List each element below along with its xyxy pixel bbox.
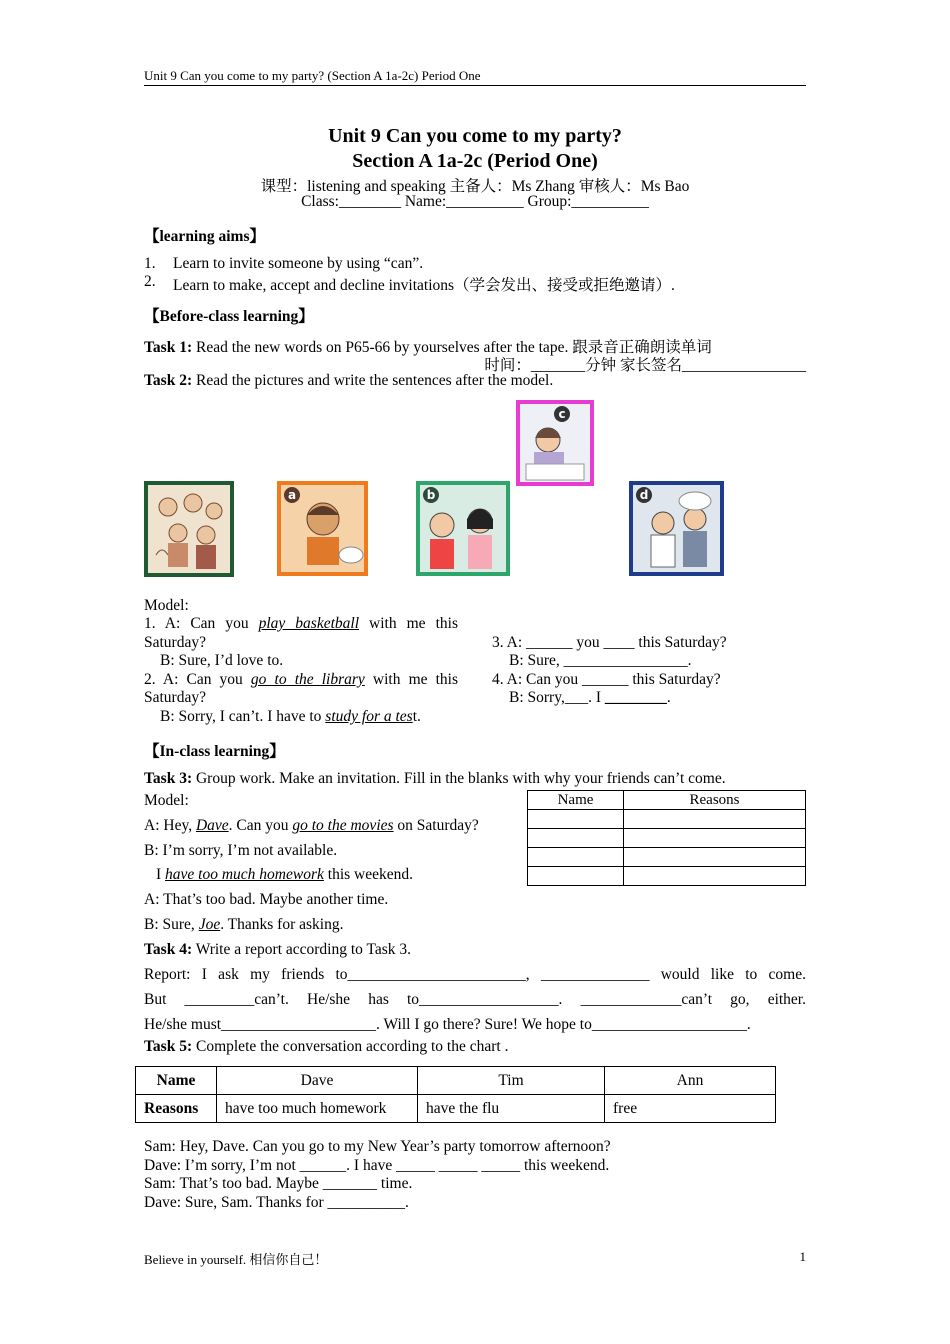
in-class-heading: 【In-class learning】	[144, 743, 285, 760]
dialog-line-2: B: I’m sorry, I’m not available.	[144, 842, 338, 859]
table-cell[interactable]	[528, 867, 624, 886]
model-text: B: Sorry, I can’t. I have to	[160, 708, 326, 725]
footer-motto: Believe in yourself. 相信你自己！	[144, 1252, 328, 1267]
before-class-heading: 【Before-class learning】	[144, 308, 314, 325]
table-cell[interactable]	[624, 848, 806, 867]
student-info-line: Class:________ Name:__________ Group:__________	[301, 193, 649, 210]
exercise-3-question: 3. A: ______ you ____ this Saturday?	[492, 634, 727, 651]
task3	[144, 770, 726, 788]
task2	[144, 372, 553, 390]
table-row	[136, 1067, 776, 1095]
table-cell: Reasons	[136, 1095, 217, 1123]
dialog-line-5	[144, 916, 343, 934]
page-number: 1	[799, 1249, 806, 1264]
dialog-text: B: Sure,	[144, 916, 199, 933]
aim-number: 1.	[144, 255, 156, 272]
task5-label: Task 5:	[144, 1038, 193, 1055]
dialog-text: . Can you	[228, 817, 293, 834]
table-cell: have the flu	[418, 1095, 605, 1123]
conversation-line: Dave: Sure, Sam. Thanks for __________.	[144, 1194, 409, 1211]
picture-label: d	[636, 487, 652, 503]
boy-and-girl-talking-icon	[416, 481, 510, 576]
model-label: Model:	[144, 597, 189, 614]
table-cell[interactable]	[528, 848, 624, 867]
aims-heading: 【learning aims】	[144, 228, 265, 245]
table-cell[interactable]	[624, 867, 806, 886]
task2-label: Task 2:	[144, 372, 193, 389]
aim-item-2	[144, 273, 675, 294]
doctor-visit-icon	[629, 481, 724, 576]
page-title: Unit 9 Can you come to my party?	[328, 125, 622, 147]
dialog-text: A: Hey,	[144, 817, 196, 834]
task4	[144, 941, 411, 959]
conversation-line: Sam: That’s too bad. Maybe _______ time.	[144, 1175, 413, 1192]
model-text: 1. A: Can you	[144, 615, 259, 632]
table-cell: Tim	[418, 1067, 605, 1095]
task5-text: Complete the conversation according to the chart .	[192, 1038, 509, 1055]
picture-label: c	[554, 406, 570, 422]
exercise-3-answer: B: Sure, ________________.	[509, 652, 692, 669]
table-row	[136, 1095, 776, 1123]
task3-model-label: Model:	[144, 792, 189, 809]
model-text: 2. A: Can you	[144, 671, 251, 688]
model-answer-1: B: Sure, I’d love to.	[160, 652, 284, 669]
task1-time-signature: 时间：_______分钟 家长签名________________	[484, 357, 806, 374]
dialog-underlined: Joe	[198, 916, 221, 933]
answer-text: . I	[588, 689, 605, 706]
dialog-line-3	[156, 866, 413, 884]
table-row	[528, 810, 806, 829]
dialog-line-1	[144, 817, 479, 835]
table-row	[528, 867, 806, 886]
table-cell: Name	[136, 1067, 217, 1095]
aim-text: Learn to invite someone by using “can”.	[173, 255, 424, 272]
task2-text: Read the pictures and write the sentences after the model.	[192, 372, 554, 389]
model-text: t.	[412, 708, 421, 725]
answer-text: B: Sorry,	[509, 689, 565, 706]
exercise-4-answer	[509, 689, 671, 707]
dialog-text: this weekend.	[323, 866, 413, 883]
model-underlined-phrase: go to the library	[250, 671, 365, 688]
model-line-2-cont: Saturday?	[144, 689, 206, 706]
conversation-line: Sam: Hey, Dave. Can you go to my New Year’s party tomorrow afternoon?	[144, 1138, 611, 1155]
report-line-3: He/she must____________________. Will I go there? Sure! We hope to____________________.	[144, 1016, 751, 1033]
aim-item-1	[144, 255, 424, 273]
table-cell: have too much homework	[217, 1095, 418, 1123]
task5-table	[135, 1066, 776, 1123]
report-line-2: But _________can’t. He/she has to__________________. _____________can’t go, either.	[144, 991, 806, 1008]
table-cell: Dave	[217, 1067, 418, 1095]
page-subtitle: Section A 1a-2c (Period One)	[352, 150, 598, 172]
table-cell[interactable]	[528, 829, 624, 848]
table-header-row	[528, 791, 806, 810]
dialog-text: I	[156, 866, 166, 883]
girl-studying-icon	[516, 400, 594, 486]
dialog-text: on Saturday?	[393, 817, 479, 834]
task3-label: Task 3:	[144, 770, 193, 787]
dialog-underlined: go to the movies	[292, 817, 394, 834]
table-header: Name	[528, 791, 624, 810]
page-header: Unit 9 Can you come to my party? (Section A 1a-2c) Period One	[144, 68, 481, 83]
task3-table	[527, 790, 806, 886]
model-text: with me this	[364, 671, 458, 688]
report-line-1: Report: I ask my friends to_______________________, ______________ would like to come.	[144, 966, 806, 983]
task1-text: Read the new words on P65-66 by yourselves after the tape. 跟录音正确朗读单词	[192, 339, 712, 356]
model-line-1	[144, 615, 458, 633]
dialog-underlined: have too much homework	[165, 866, 324, 883]
table-cell[interactable]	[624, 810, 806, 829]
header-rule	[144, 85, 806, 86]
answer-blank: ___	[564, 689, 589, 706]
answer-text: .	[666, 689, 671, 706]
table-row	[528, 829, 806, 848]
boy-playing-basketball-icon	[277, 481, 368, 576]
table-row	[528, 848, 806, 867]
task3-text: Group work. Make an invitation. Fill in the blanks with why your friends can’t come.	[192, 770, 726, 787]
exercise-4-question: 4. A: Can you ______ this Saturday?	[492, 671, 721, 688]
dialog-text: . Thanks for asking.	[220, 916, 344, 933]
table-header: Reasons	[624, 791, 806, 810]
table-cell: Ann	[605, 1067, 776, 1095]
task5	[144, 1038, 508, 1056]
answer-blank: ________	[604, 689, 667, 706]
model-answer-2	[160, 708, 421, 726]
aim-text: Learn to make, accept and decline invitations（学会发出、接受或拒绝邀请）.	[173, 277, 675, 294]
party-scene-icon	[144, 481, 234, 577]
task4-text: Write a report according to Task 3.	[192, 941, 412, 958]
task1-label: Task 1:	[144, 339, 193, 356]
table-cell: free	[605, 1095, 776, 1123]
model-line-1-cont: Saturday?	[144, 634, 206, 651]
dialog-underlined: Dave	[195, 817, 229, 834]
model-underlined-phrase: study for a tes	[325, 708, 413, 725]
conversation-line: Dave: I’m sorry, I’m not ______. I have _____ _____ _____ this weekend.	[144, 1157, 610, 1174]
model-text: with me this	[359, 615, 458, 632]
lesson-meta: 课型：listening and speaking 主备人：Ms Zhang 审核人：Ms Bao	[260, 178, 690, 195]
aim-number: 2.	[144, 273, 156, 290]
dialog-line-4: A: That’s too bad. Maybe another time.	[144, 891, 389, 908]
model-underlined-phrase: play basketball	[258, 615, 360, 632]
table-cell[interactable]	[528, 810, 624, 829]
picture-label: a	[284, 487, 300, 503]
model-line-2	[144, 671, 458, 689]
task4-label: Task 4:	[144, 941, 193, 958]
picture-label: b	[423, 487, 439, 503]
table-cell[interactable]	[624, 829, 806, 848]
